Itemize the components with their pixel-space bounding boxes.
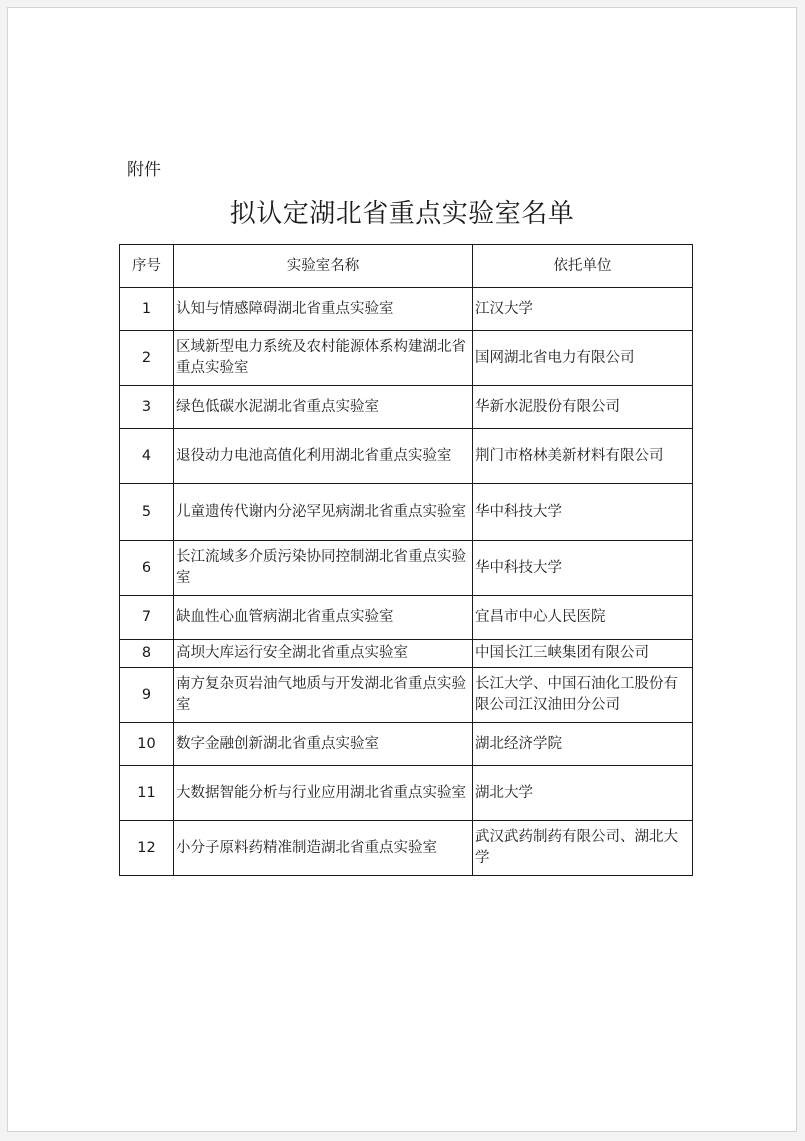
- row-lab-name: 大数据智能分析与行业应用湖北省重点实验室: [174, 766, 473, 821]
- row-lab-name: 区域新型电力系统及农村能源体系构建湖北省重点实验室: [174, 331, 473, 386]
- row-host-unit: 江汉大学: [473, 288, 693, 331]
- row-host-unit: 华中科技大学: [473, 484, 693, 541]
- row-lab-name: 认知与情感障碍湖北省重点实验室: [174, 288, 473, 331]
- row-host-unit: 湖北经济学院: [473, 723, 693, 766]
- row-lab-name: 缺血性心血管病湖北省重点实验室: [174, 596, 473, 640]
- table-row: [120, 640, 693, 668]
- row-lab-name: 长江流域多介质污染协同控制湖北省重点实验室: [174, 541, 473, 596]
- table-row: [120, 821, 693, 876]
- row-lab-name: 南方复杂页岩油气地质与开发湖北省重点实验室: [174, 668, 473, 723]
- row-lab-name: 高坝大库运行安全湖北省重点实验室: [174, 640, 473, 668]
- row-host-unit: 荆门市格林美新材料有限公司: [473, 429, 693, 484]
- table-header-row: [120, 245, 693, 288]
- row-lab-name: 数字金融创新湖北省重点实验室: [174, 723, 473, 766]
- table-row: [120, 484, 693, 541]
- row-lab-name: 儿童遗传代谢内分泌罕见病湖北省重点实验室: [174, 484, 473, 541]
- row-no: 9: [120, 668, 174, 723]
- row-host-unit: 湖北大学: [473, 766, 693, 821]
- row-no: 1: [120, 288, 174, 331]
- row-no: 10: [120, 723, 174, 766]
- row-host-unit: 中国长江三峡集团有限公司: [473, 640, 693, 668]
- table-row: [120, 596, 693, 640]
- row-no: 7: [120, 596, 174, 640]
- table-row: [120, 766, 693, 821]
- row-no: 11: [120, 766, 174, 821]
- document-title: 拟认定湖北省重点实验室名单: [229, 199, 575, 229]
- header-no: 序号: [120, 245, 174, 288]
- row-no: 5: [120, 484, 174, 541]
- row-host-unit: 长江大学、中国石油化工股份有限公司江汉油田分公司: [473, 668, 693, 723]
- row-lab-name: 绿色低碳水泥湖北省重点实验室: [174, 386, 473, 429]
- lab-list-table: [119, 244, 693, 876]
- attachment-label: 附件: [127, 160, 161, 180]
- row-no: 3: [120, 386, 174, 429]
- table-row: [120, 331, 693, 386]
- table-row: [120, 541, 693, 596]
- table-row: [120, 386, 693, 429]
- row-no: 2: [120, 331, 174, 386]
- header-host-unit: 依托单位: [473, 245, 693, 288]
- row-host-unit: 武汉武药制药有限公司、湖北大学: [473, 821, 693, 876]
- row-host-unit: 华新水泥股份有限公司: [473, 386, 693, 429]
- table-row: [120, 723, 693, 766]
- row-no: 8: [120, 640, 174, 668]
- table-row: [120, 288, 693, 331]
- table-row: [120, 668, 693, 723]
- row-no: 4: [120, 429, 174, 484]
- table-row: [120, 429, 693, 484]
- row-lab-name: 小分子原料药精准制造湖北省重点实验室: [174, 821, 473, 876]
- row-lab-name: 退役动力电池高值化利用湖北省重点实验室: [174, 429, 473, 484]
- row-no: 6: [120, 541, 174, 596]
- row-host-unit: 华中科技大学: [473, 541, 693, 596]
- row-host-unit: 宜昌市中心人民医院: [473, 596, 693, 640]
- row-no: 12: [120, 821, 174, 876]
- row-host-unit: 国网湖北省电力有限公司: [473, 331, 693, 386]
- header-lab-name: 实验室名称: [174, 245, 473, 288]
